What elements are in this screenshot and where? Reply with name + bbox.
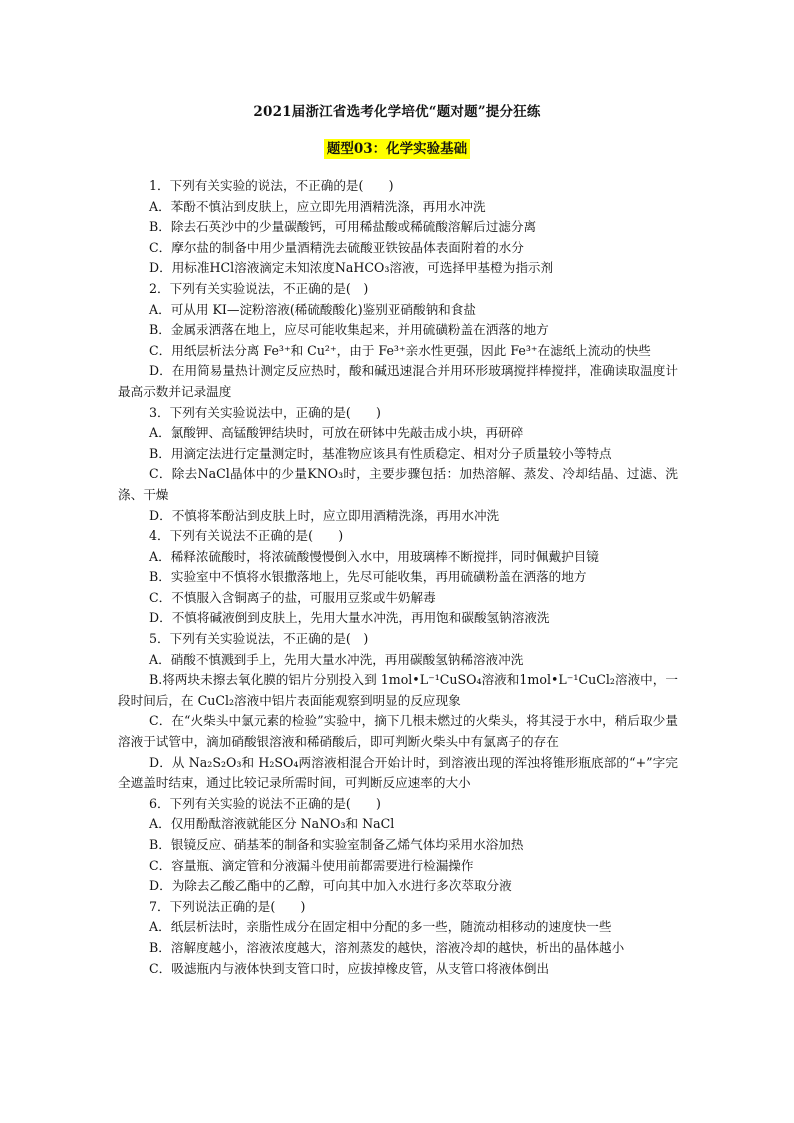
option-d: D．不慎将苯酚沾到皮肤上时，应立即用酒精洗涤，再用水冲洗 (149, 507, 500, 523)
option-a: A．可从用 KI—淀粉溶液(稀硫酸酸化)鉴别亚硝酸钠和食盐 (149, 301, 476, 317)
question-stem: 4．下列有关说法不正确的是( ) (149, 528, 344, 544)
option-d: D．在用简易量热计测定反应热时，酸和碱迅速混合并用环形玻璃搅拌棒搅拌，准确读取温度计最高示数并记录温度 (118, 363, 678, 399)
option-c: C．容量瓶、滴定管和分液漏斗使用前都需要进行检漏操作 (149, 857, 474, 873)
option-c: C．在“火柴头中氯元素的检验”实验中，摘下几根未燃过的火柴头，将其浸于水中，稍后取少量溶液于试管中，滴加硝酸银溶液和稀硝酸后，即可判断火柴头中有氯离子的存在 (118, 713, 678, 750)
option-b: B．金属汞洒落在地上，应尽可能收集起来，并用硫磺粉盖在洒落的地方 (149, 322, 549, 338)
subtitle-container (0, 138, 794, 159)
question-stem: 7．下列说法正确的是( ) (149, 898, 306, 914)
question-stem: 3．下列有关实验说法中，正确的是( ) (149, 404, 381, 420)
option-d: D．从 Na₂S₂O₃和 H₂SO₄两溶液相混合开始计时，到溶液出现的浑浊将锥形瓶底部的“+”字完全遮盖时结束，通过比较记录所需时间，可判断反应速率的大小 (118, 754, 678, 791)
option-a: A．苯酚不慎沾到皮肤上，应立即先用酒精洗涤，再用水冲洗 (149, 198, 486, 214)
question-stem: 6．下列有关实验的说法不正确的是( ) (149, 795, 381, 811)
option-c: C．摩尔盐的制备中用少量酒精洗去硫酸亚铁铵晶体表面附着的水分 (149, 239, 524, 255)
option-a: A．氯酸钾、高锰酸钾结块时，可放在研钵中先敲击成小块，再研碎 (149, 425, 524, 441)
option-c: C．吸滤瓶内与液体快到支管口时，应拔掉橡皮管，从支管口将液体倒出 (149, 960, 550, 976)
question-stem: 1．下列有关实验的说法，不正确的是( ) (149, 178, 394, 193)
option-b: B．用滴定法进行定量测定时，基准物应该具有性质稳定、相对分子质量较小等特点 (149, 445, 612, 461)
option-c: C．不慎服入含铜离子的盐，可服用豆浆或牛奶解毒 (149, 589, 436, 605)
option-d: D．不慎将碱液倒到皮肤上，先用大量水冲洗，再用饱和碳酸氢钠溶液洗 (149, 610, 550, 626)
option-b: B．实验室中不慎将水银撒落地上，先尽可能收集，再用硫磺粉盖在洒落的地方 (149, 569, 587, 585)
option-b: B．溶解度越小，溶液浓度越大，溶剂蒸发的越快，溶液冷却的越快，析出的晶体越小 (149, 939, 625, 955)
option-a: A．硝酸不慎溅到手上，先用大量水冲洗，再用碳酸氢钠稀溶液冲洗 (149, 651, 524, 667)
option-c: C．用纸层析法分离 Fe³⁺和 Cu²⁺，由于 Fe³⁺亲水性更强，因此 Fe³⁺在滤纸上流动的快些 (149, 342, 651, 358)
option-d: D．用标准HCl溶液滴定未知浓度NaHCO₃溶液，可选择甲基橙为指示剂 (149, 260, 554, 276)
question-stem: 5．下列有关实验说法，不正确的是( ) (149, 631, 369, 647)
option-a: A．纸层析法时，亲脂性成分在固定相中分配的多一些，随流动相移动的速度快一些 (149, 919, 612, 935)
option-c: C．除去NaCl晶体中的少量KNO₃时，主要步骤包括：加热溶解、蒸发、冷却结晶、过滤、洗涤、干燥 (118, 466, 678, 502)
option-b: B．银镜反应、硝基苯的制备和实验室制备乙烯气体均采用水浴加热 (149, 837, 524, 852)
document-subtitle: 题型03：化学实验基础 (324, 139, 470, 159)
document-title: 2021届浙江省选考化学培优“题对题”提分狂练 (253, 104, 541, 120)
option-a: A．稀释浓硫酸时，将浓硫酸慢慢倒入水中，用玻璃棒不断搅拌，同时佩戴护目镜 (149, 548, 599, 564)
question-stem: 2．下列有关实验说法，不正确的是( ) (149, 280, 369, 296)
option-d: D．为除去乙酸乙酯中的乙醇，可向其中加入水进行多次萃取分液 (149, 878, 512, 894)
question-list (118, 176, 678, 979)
option-a: A．仅用酚酞溶液就能区分 NaNO₃和 NaCl (149, 816, 395, 832)
option-b: B.将两块未擦去氧化膜的铝片分别投入到 1mol•L⁻¹CuSO₄溶液和1mol•L⁻¹CuCl₂溶液中，一段时间后，在 CuCl₂溶液中铝片表面能观察到明显的反应现象 (118, 672, 678, 708)
option-b: B．除去石英沙中的少量碳酸钙，可用稀盐酸或稀硫酸溶解后过滤分离 (149, 219, 537, 235)
